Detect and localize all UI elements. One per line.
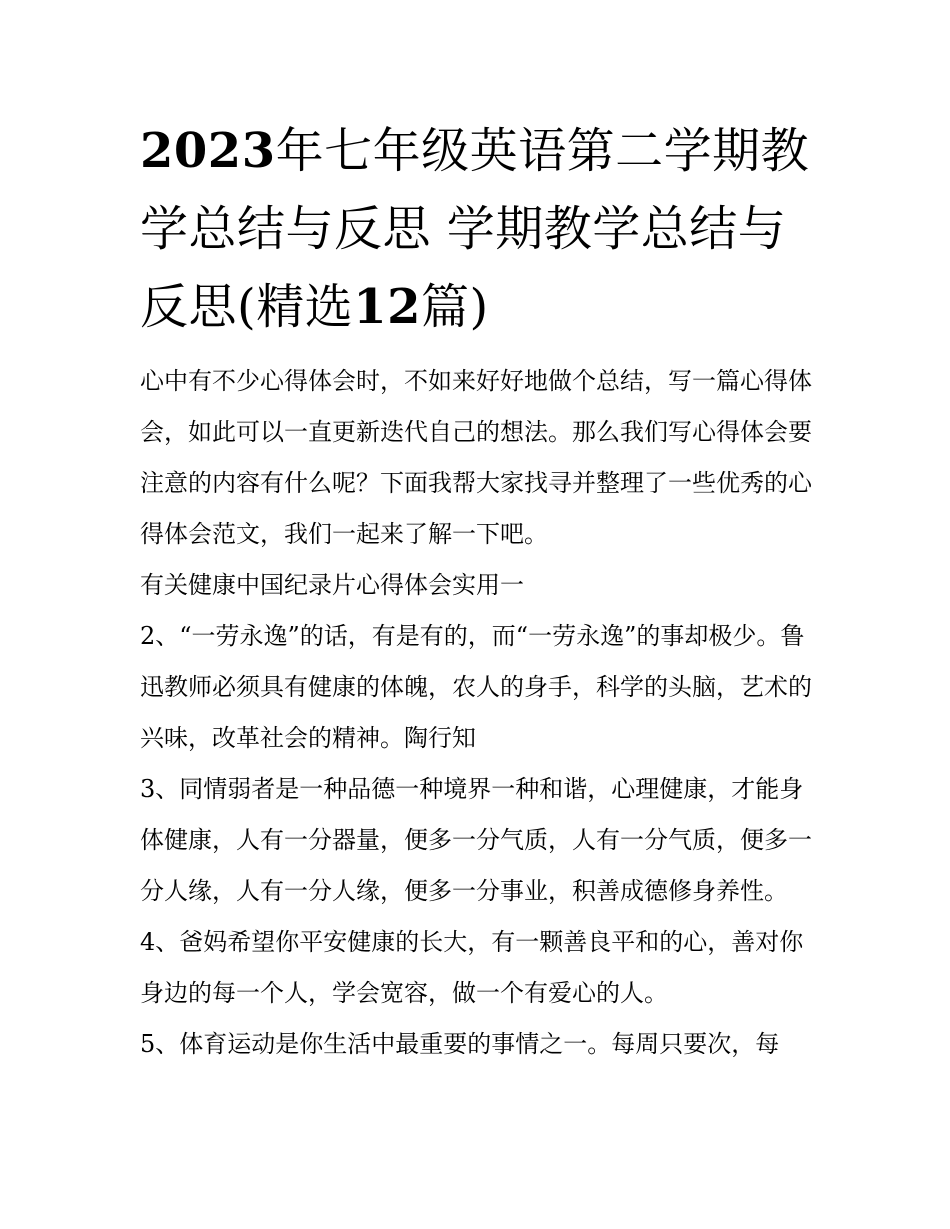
title-count: 12 <box>353 279 422 335</box>
paragraph-item-3: 3、同情弱者是一种品德一种境界一种和谐，心理健康，才能身体健康，人有一分器量，便多一分气质，人有一分气质，便多一分人缘，人有一分人缘，便多一分事业，积善成德修身养性。 <box>140 775 812 905</box>
section-heading: 有关健康中国纪录片心得体会实用一 <box>140 571 524 599</box>
paragraph-item-4: 4、爸妈希望你平安健康的长大，有一颗善良平和的心，善对你身边的每一个人，学会宽容，做一个有爱心的人。 <box>140 928 804 1007</box>
title-suffix: 篇) <box>421 279 489 335</box>
paragraph-item-5: 5、体育运动是你生活中最重要的事情之一。每周只要次，每 <box>140 1030 780 1058</box>
title-year: 2023 <box>140 123 276 179</box>
intro-paragraph: 心中有不少心得体会时，不如来好好地做个总结，写一篇心得体会，如此可以一直更新迭代自己的想法。那么我们写心得体会要注意的内容有什么呢？下面我帮大家找寻并整理了一些优秀的心得体会范文，我们一起来了解一下吧。 <box>140 367 812 548</box>
document-title <box>140 112 820 346</box>
title-text: 年七年级英语第二学期教学总结与反思 学期教学总结与反思(精选 <box>140 123 810 335</box>
document-body <box>140 356 820 1070</box>
paragraph-item-2: 2、“一劳永逸”的话，有是有的，而“一劳永逸”的事却极少。鲁迅教师必须具有健康的体魄，农人的身手，科学的头脑，艺术的兴味，改革社会的精神。陶行知 <box>140 622 812 752</box>
